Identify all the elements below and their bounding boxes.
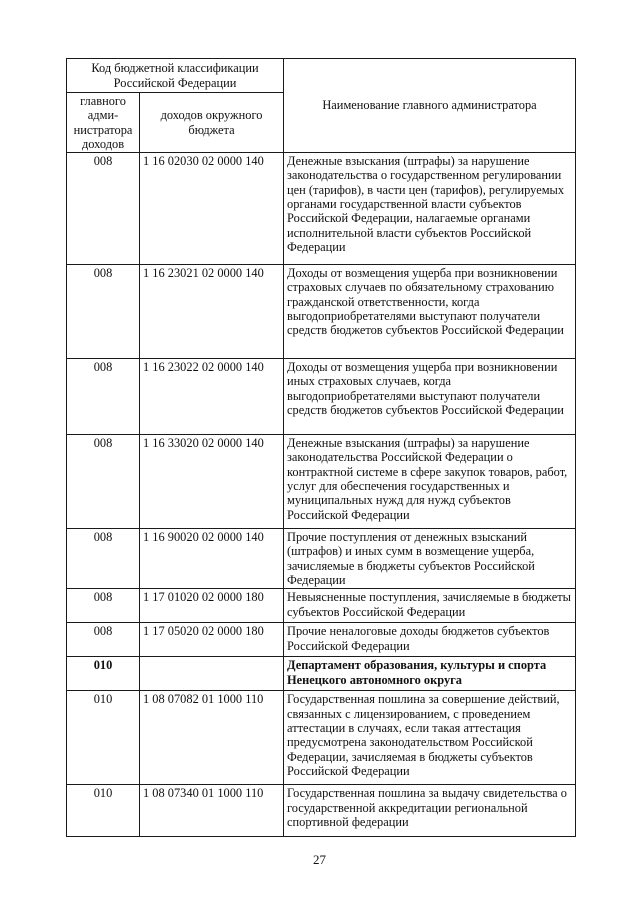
- admin-code-cell: 008: [67, 359, 140, 435]
- administrator-name-cell: Денежные взыскания (штрафы) за нарушение законодательства о государственном регулировании цен (тарифов), в части цен (тарифов), регулируемых органами государственной власти субъектов Российской Федерации, налагаемые органами исполнительной власти субъектов Российской Федерации: [284, 153, 576, 265]
- table-row: [67, 589, 576, 623]
- table-row: [67, 529, 576, 589]
- administrator-name-cell: Прочие поступления от денежных взысканий (штрафов) и иных сумм в возмещение ущерба, зачисляемые в бюджеты субъектов Российской Федерации: [284, 529, 576, 589]
- table-row: [67, 691, 576, 785]
- header-name-column: Наименование главного администратора: [284, 59, 576, 153]
- admin-code-cell: 010: [67, 785, 140, 837]
- table-row: [67, 623, 576, 657]
- admin-code-cell: 010: [67, 657, 140, 691]
- header-code-column: доходов окружного бюджета: [140, 93, 284, 153]
- administrator-name-cell: Доходы от возмещения ущерба при возникновении иных страховых случаев, когда выгодоприобретателями выступают получатели средств бюджетов субъектов Российской Федерации: [284, 359, 576, 435]
- table-row: [67, 265, 576, 359]
- administrator-name-cell: Доходы от возмещения ущерба при возникновении страховых случаев по обязательному страхованию гражданской ответственности, когда выгодоприобретателями выступают получатели средств бюджетов субъектов Российской Федерации: [284, 265, 576, 359]
- revenue-administrators-table: [66, 58, 576, 837]
- administrator-name-cell: Денежные взыскания (штрафы) за нарушение законодательства Российской Федерации о контрактной системе в сфере закупок товаров, работ, услуг для обеспечения государственных и муниципальных нужд для нужд субъектов Российской Федерации: [284, 435, 576, 529]
- budget-code-cell: 1 16 23022 02 0000 140: [140, 359, 284, 435]
- table-row: [67, 359, 576, 435]
- budget-code-cell: 1 17 01020 02 0000 180: [140, 589, 284, 623]
- budget-code-cell: 1 16 02030 02 0000 140: [140, 153, 284, 265]
- budget-code-cell: [140, 657, 284, 691]
- admin-code-cell: 008: [67, 435, 140, 529]
- header-row-group: [67, 59, 576, 93]
- budget-code-cell: 1 17 05020 02 0000 180: [140, 623, 284, 657]
- table-row: [67, 657, 576, 691]
- budget-code-cell: 1 08 07340 01 1000 110: [140, 785, 284, 837]
- budget-code-cell: 1 08 07082 01 1000 110: [140, 691, 284, 785]
- admin-code-cell: 008: [67, 153, 140, 265]
- budget-code-cell: 1 16 23021 02 0000 140: [140, 265, 284, 359]
- admin-code-cell: 008: [67, 265, 140, 359]
- table-body: [67, 153, 576, 837]
- administrator-name-cell: Государственная пошлина за совершение действий, связанных с лицензированием, с проведением аттестации в случаях, если такая аттестация предусмотрена законодательством Российской Федерации, зачисляемая в бюджеты субъектов Российской Федерации: [284, 691, 576, 785]
- administrator-name-cell: Государственная пошлина за выдачу свидетельства о государственной аккредитации региональной спортивной федерации: [284, 785, 576, 837]
- header-admin-column: главного адми-нистратора доходов: [67, 93, 140, 153]
- administrator-name-cell: Прочие неналоговые доходы бюджетов субъектов Российской Федерации: [284, 623, 576, 657]
- table-row: [67, 153, 576, 265]
- administrator-name-cell: Департамент образования, культуры и спорта Ненецкого автономного округа: [284, 657, 576, 691]
- budget-code-cell: 1 16 33020 02 0000 140: [140, 435, 284, 529]
- table-row: [67, 785, 576, 837]
- budget-code-cell: 1 16 90020 02 0000 140: [140, 529, 284, 589]
- page-number: 27: [313, 852, 326, 867]
- admin-code-cell: 008: [67, 529, 140, 589]
- admin-code-cell: 010: [67, 691, 140, 785]
- administrator-name-cell: Невыясненные поступления, зачисляемые в бюджеты субъектов Российской Федерации: [284, 589, 576, 623]
- header-budget-code-group: Код бюджетной классификации Российской Федерации: [67, 59, 284, 93]
- table-row: [67, 435, 576, 529]
- admin-code-cell: 008: [67, 623, 140, 657]
- admin-code-cell: 008: [67, 589, 140, 623]
